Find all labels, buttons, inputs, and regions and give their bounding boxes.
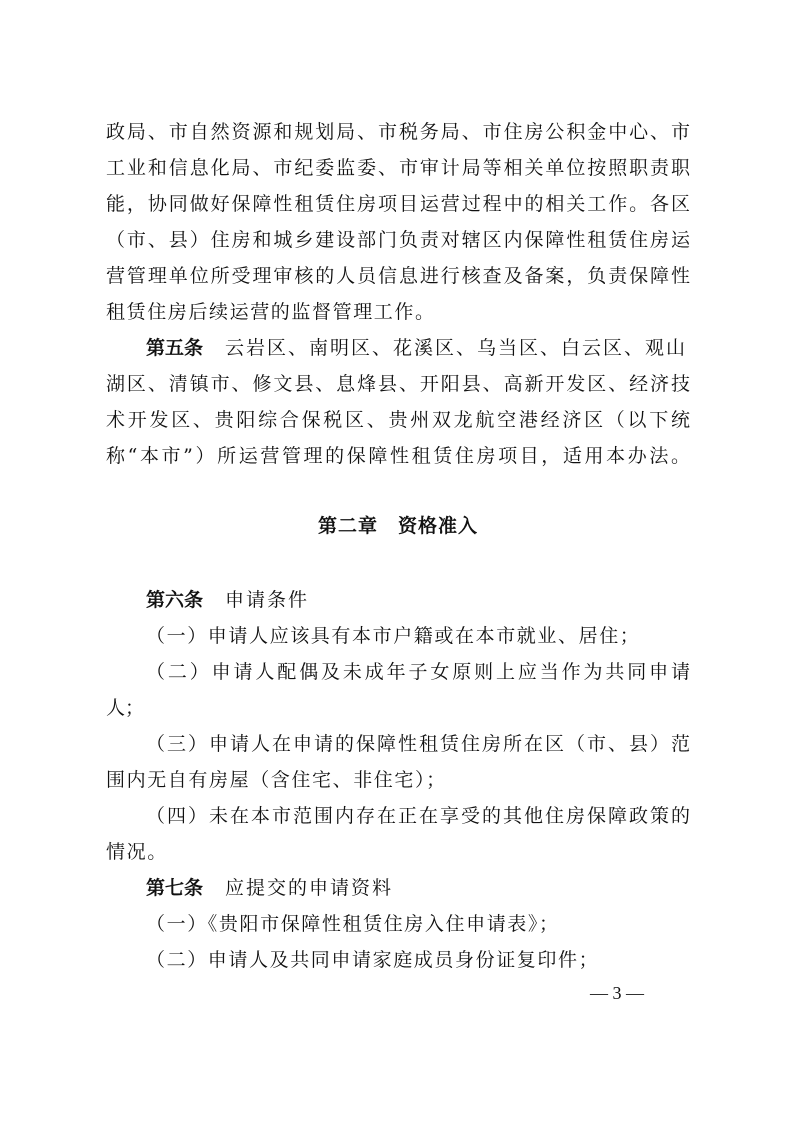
article-7-item-2: （二）申请人及共同申请家庭成员身份证复印件； (146, 949, 600, 971)
paragraph-line: 营管理单位所受理审核的人员信息进行核查及备案，负责保障性 (106, 265, 690, 287)
article-5-text: 云岩区、南明区、花溪区、乌当区、白云区、观山 (225, 337, 688, 359)
article-7-label: 第七条 (146, 877, 204, 899)
article-5-line: 湖区、清镇市、修文县、息烽县、开阳县、高新开发区、经济技 (106, 373, 690, 395)
chapter-heading: 第二章 资格准入 (317, 515, 478, 537)
article-6-item-1: （一）申请人应该具有本市户籍或在本市就业、居住； (146, 625, 641, 647)
article-6-heading (146, 582, 690, 618)
paragraph-line: 能，协同做好保障性租赁住房项目运营过程中的相关工作。各区 (106, 193, 690, 215)
article-6-item-3-cont: 围内无自有房屋（含住宅、非住宅）； (106, 769, 447, 791)
article-5-label: 第五条 (146, 337, 204, 359)
article-6-item-3: （三）申请人在申请的保障性租赁住房所在区（市、县）范 (146, 733, 690, 755)
article-6-item-2-cont: 人； (106, 697, 145, 719)
article-5-first-line (146, 330, 690, 366)
paragraph-line: （市、县）住房和城乡建设部门负责对辖区内保障性租赁住房运 (106, 229, 690, 251)
article-7-heading (146, 870, 690, 906)
paragraph-line: 政局、市自然资源和规划局、市税务局、市住房公积金中心、市 (106, 121, 690, 143)
article-5-line: 术开发区、贵阳综合保税区、贵州双龙航空港经济区（以下统 (106, 409, 690, 431)
paragraph-line: 工业和信息化局、市纪委监委、市审计局等相关单位按照职责职 (106, 157, 690, 179)
article-6-item-2: （二）申请人配偶及未成年子女原则上应当作为共同申请 (146, 661, 690, 683)
page-number: — 3 — (590, 983, 644, 1003)
article-6-label: 第六条 (146, 589, 204, 611)
paragraph-line: 租赁住房后续运营的监督管理工作。 (106, 301, 436, 323)
article-6-item-4-cont: 情况。 (106, 841, 168, 863)
article-5-line: 称“本市”）所运营管理的保障性租赁住房项目，适用本办法。 (106, 445, 690, 467)
article-6-item-4: （四）未在本市范围内存在正在享受的其他住房保障政策的 (146, 805, 690, 827)
article-7-item-1: （一）《贵阳市保障性租赁住房入住申请表》； (146, 913, 560, 935)
article-6-title: 申请条件 (225, 589, 310, 611)
article-7-title: 应提交的申请资料 (225, 877, 394, 899)
